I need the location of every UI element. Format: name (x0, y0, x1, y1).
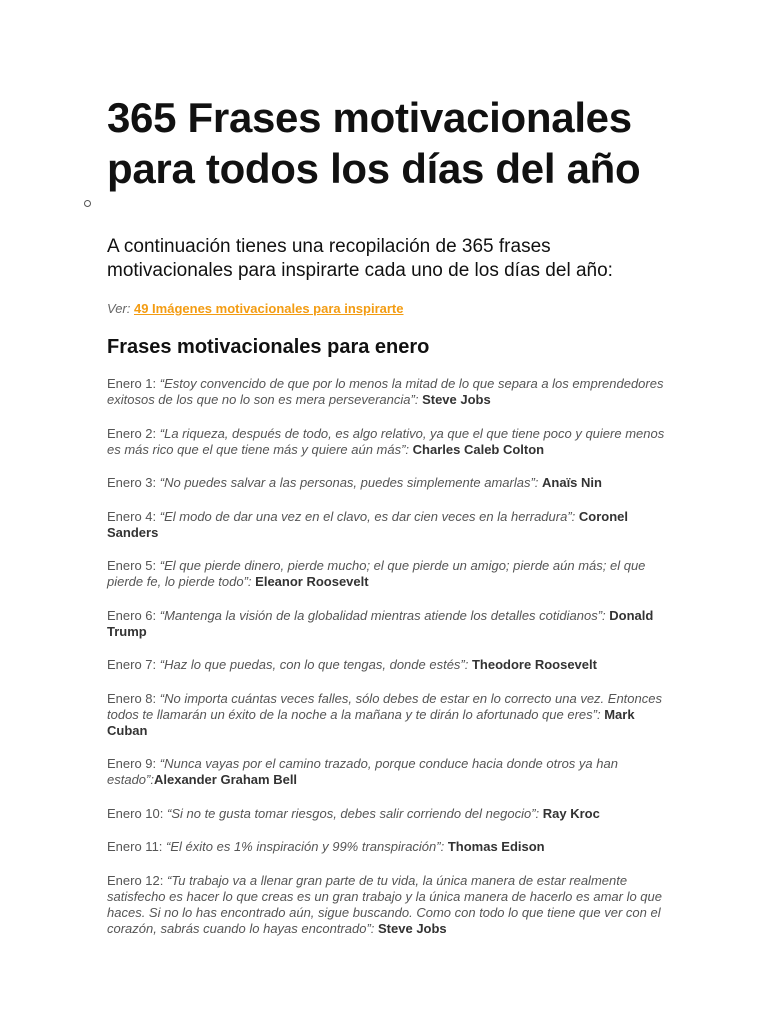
quote-text: “Tu trabajo va a llenar gran parte de tu vida, la única manera de estar realmente satisfecho es hacer lo que creas es un gran trabajo y la única manera de hacerlo es amar lo que haces. Si no lo has encontrado aún, sigue buscando. Como con todo lo que tiene que ver con el corazón, sabrás cuando lo hayas encontrado”: (107, 872, 662, 936)
quote-text: “El que pierde dinero, pierde mucho; el que pierde un amigo; pierde aún más; el que pierde fe, lo pierde todo”: (107, 558, 646, 589)
see-also-link[interactable]: 49 Imágenes motivacionales para inspirarte (133, 301, 404, 316)
quote-day: Enero 7: (107, 657, 160, 672)
quote-item (107, 806, 667, 822)
quote-author: Alexander Graham Bell (153, 772, 298, 787)
section-heading: Frases motivacionales para enero (107, 336, 430, 358)
quote-day: Enero 3: (107, 475, 160, 490)
quote-item (107, 839, 667, 855)
quote-text: “Estoy convencido de que por lo menos la mitad de lo que separa a los emprendedores exitosos de los que no lo son es mera perseverancia”: (107, 376, 664, 407)
quote-day: Enero 9: (107, 756, 160, 771)
quote-author: Ray Kroc (542, 805, 600, 821)
quote-day: Enero 4: (107, 508, 160, 524)
quote-text: “No importa cuántas veces falles, sólo debes de estar en lo correcto una vez. Entonces todos te llamarán un éxito de la noche a la mañana y te dirán lo afortunado que eres”: (107, 690, 662, 722)
quote-item (107, 691, 667, 739)
intro-paragraph: A continuación tienes una recopilación de 365 frases motivacionales para inspirarte cada uno de los días del año: (107, 236, 613, 281)
quote-author: Steve Jobs (378, 920, 447, 936)
quote-author: Mark Cuban (107, 706, 635, 738)
quote-author: Steve Jobs (422, 392, 491, 407)
quote-item (107, 558, 667, 590)
quote-day: Enero 12: (107, 872, 167, 888)
quote-day: Enero 1: (107, 376, 160, 391)
quote-text: “Si no te gusta tomar riesgos, debes salir corriendo del negocio”: (167, 805, 543, 821)
quote-author: Anaïs Nin (542, 475, 602, 490)
quote-text: “La riqueza, después de todo, es algo relativo, ya que el que tiene poco y quiere menos es más rico que el que tiene más y quiere aún más”: (107, 425, 665, 457)
quote-author: Thomas Edison (447, 839, 545, 854)
article-header (107, 92, 667, 194)
quote-author: Donald Trump (107, 607, 654, 639)
quote-item (107, 873, 667, 937)
bullet-icon (84, 200, 91, 207)
quote-day: Enero 10: (107, 805, 167, 821)
see-also-line (107, 300, 404, 317)
quote-list (107, 376, 667, 954)
quote-item (107, 657, 667, 673)
quote-author: Coronel Sanders (107, 508, 629, 540)
quote-author: Charles Caleb Colton (412, 441, 545, 457)
quote-text: “El modo de dar una vez en el clavo, es dar cien veces en la herradura”: (159, 508, 579, 524)
quote-text: “El éxito es 1% inspiración y 99% transpiración”: (166, 839, 448, 854)
quote-text: “Mantenga la visión de la globalidad mientras atiende los detalles cotidianos”: (159, 607, 610, 623)
quote-day: Enero 11: (107, 839, 167, 854)
see-also-label: Ver: (107, 301, 131, 316)
quote-text: “Haz lo que puedas, con lo que tengas, donde estés”: (159, 657, 472, 672)
quote-item (107, 475, 667, 491)
quote-text: “No puedes salvar a las personas, puedes simplemente amarlas”: (159, 475, 543, 490)
quote-day: Enero 6: (107, 607, 160, 623)
quote-item (107, 376, 667, 408)
quote-text: “Nunca vayas por el camino trazado, porque conduce hacia donde otros ya han estado”: (107, 756, 618, 787)
quote-author: Eleanor Roosevelt (255, 574, 369, 589)
quote-day: Enero 5: (107, 558, 160, 573)
quote-item (107, 509, 667, 541)
quote-item (107, 426, 667, 458)
quote-day: Enero 2: (107, 425, 160, 441)
quote-author: Theodore Roosevelt (471, 657, 597, 672)
page-title: 365 Frases motivacionales para todos los días del año (107, 94, 641, 192)
quote-day: Enero 8: (107, 690, 160, 706)
quote-item (107, 756, 667, 788)
quote-item (107, 608, 667, 640)
